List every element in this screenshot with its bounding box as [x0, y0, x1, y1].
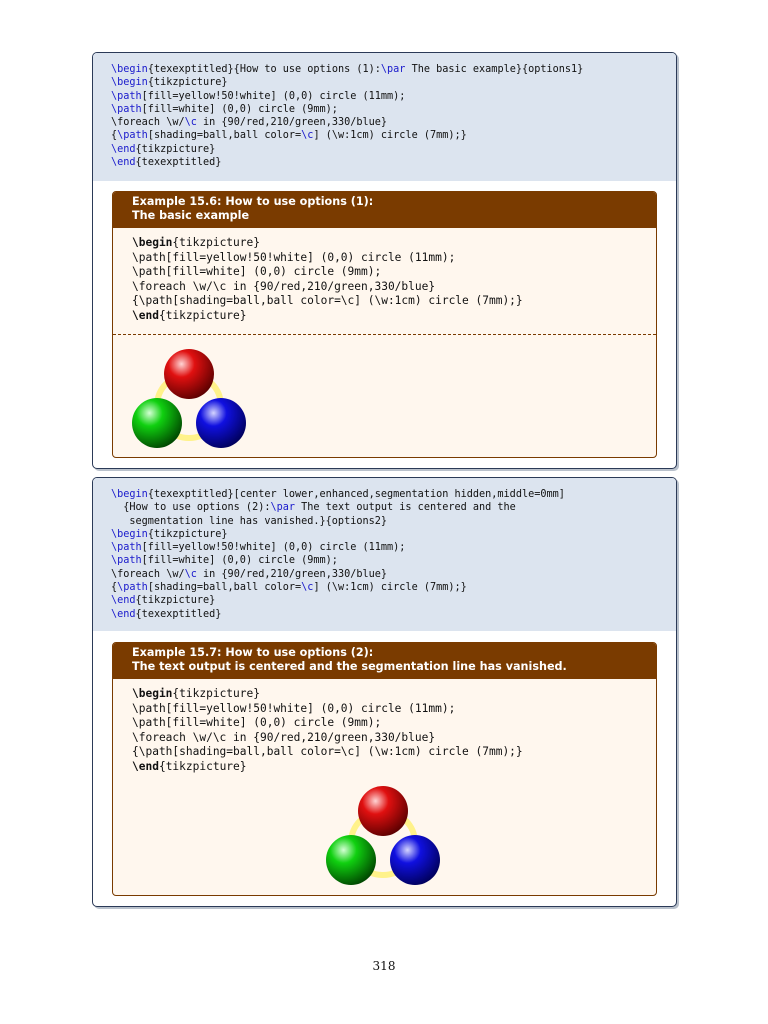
code-listing-2	[93, 478, 676, 631]
code-line: \path[fill=yellow!50!white] (0,0) circle (11mm);	[132, 250, 456, 264]
blue-ball	[390, 835, 440, 885]
code-line: \begin{tikzpicture}	[132, 687, 260, 700]
code-line: \end{tikzpicture}	[111, 143, 216, 155]
code-line: \begin{texexptitled}{How to use options (1):\par The basic example}{options1}	[111, 64, 584, 75]
page-number: 318	[372, 959, 396, 973]
example-title-2-line2: The text output is centered and the segmentation line has vanished.	[132, 660, 567, 673]
code-line: \path[fill=white] (0,0) circle (9mm);	[132, 716, 382, 730]
code-line: \path[fill=yellow!50!white] (0,0) circle (11mm);	[132, 701, 456, 715]
example-source-2	[113, 679, 656, 775]
code-line: \path[fill=white] (0,0) circle (9mm);	[111, 103, 338, 115]
example-title-1-line1: Example 15.6: How to use options (1):	[132, 195, 374, 208]
code-line: \foreach \w/\c in {90/red,210/green,330/blue}	[111, 568, 388, 580]
code-line: \end{texexptitled}	[111, 608, 222, 620]
code-line: \path[fill=white] (0,0) circle (9mm);	[132, 265, 382, 279]
example-title-2-line1: Example 15.7: How to use options (2):	[132, 646, 374, 659]
code-line: \foreach \w/\c in {90/red,210/green,330/blue}	[111, 117, 388, 129]
red-ball	[358, 786, 408, 836]
example-title-2	[113, 643, 656, 679]
code-line: {How to use options (2):\par The text output is centered and the	[111, 502, 516, 514]
example-source-1	[113, 228, 656, 324]
code-line: {\path[shading=ball,ball color=\c] (\w:1cm) circle (7mm);}	[111, 130, 467, 142]
code-listing-1	[93, 53, 676, 181]
code-line: \path[fill=yellow!50!white] (0,0) circle (11mm);	[111, 90, 406, 102]
example-title-1	[113, 192, 656, 228]
segmentation-line	[113, 334, 656, 335]
code-line: \end{tikzpicture}	[132, 308, 247, 322]
example-box-2	[92, 477, 677, 907]
code-line: \path[fill=white] (0,0) circle (9mm);	[111, 555, 338, 567]
code-line: {\path[shading=ball,ball color=\c] (\w:1cm) circle (7mm);}	[132, 294, 523, 308]
example-panel-1	[112, 191, 657, 458]
code-line: \end{tikzpicture}	[132, 759, 247, 773]
blue-ball	[196, 398, 246, 448]
code-line: \begin{texexptitled}[center lower,enhanced,segmentation hidden,middle=0mm]	[111, 489, 565, 500]
tikz-balls-figure-1	[127, 342, 257, 452]
code-line: \foreach \w/\c in {90/red,210/green,330/blue}	[132, 279, 436, 293]
code-line: \foreach \w/\c in {90/red,210/green,330/blue}	[132, 730, 436, 744]
code-line: \begin{tikzpicture}	[111, 77, 228, 89]
code-line: \path[fill=yellow!50!white] (0,0) circle (11mm);	[111, 542, 406, 554]
code-line: \end{texexptitled}	[111, 157, 222, 169]
green-ball	[132, 398, 182, 448]
code-line: \end{tikzpicture}	[111, 595, 216, 607]
code-line: \begin{tikzpicture}	[132, 236, 260, 249]
red-ball	[164, 349, 214, 399]
code-line: segmentation line has vanished.}{options2}	[111, 515, 388, 527]
tikz-balls-figure-2	[321, 779, 451, 889]
example-title-1-line2: The basic example	[132, 209, 250, 222]
code-line: {\path[shading=ball,ball color=\c] (\w:1cm) circle (7mm);}	[111, 582, 467, 594]
example-panel-2	[112, 642, 657, 896]
green-ball	[326, 835, 376, 885]
code-line: \begin{tikzpicture}	[111, 528, 228, 540]
example-box-1	[92, 52, 677, 469]
code-line: {\path[shading=ball,ball color=\c] (\w:1cm) circle (7mm);}	[132, 745, 523, 759]
